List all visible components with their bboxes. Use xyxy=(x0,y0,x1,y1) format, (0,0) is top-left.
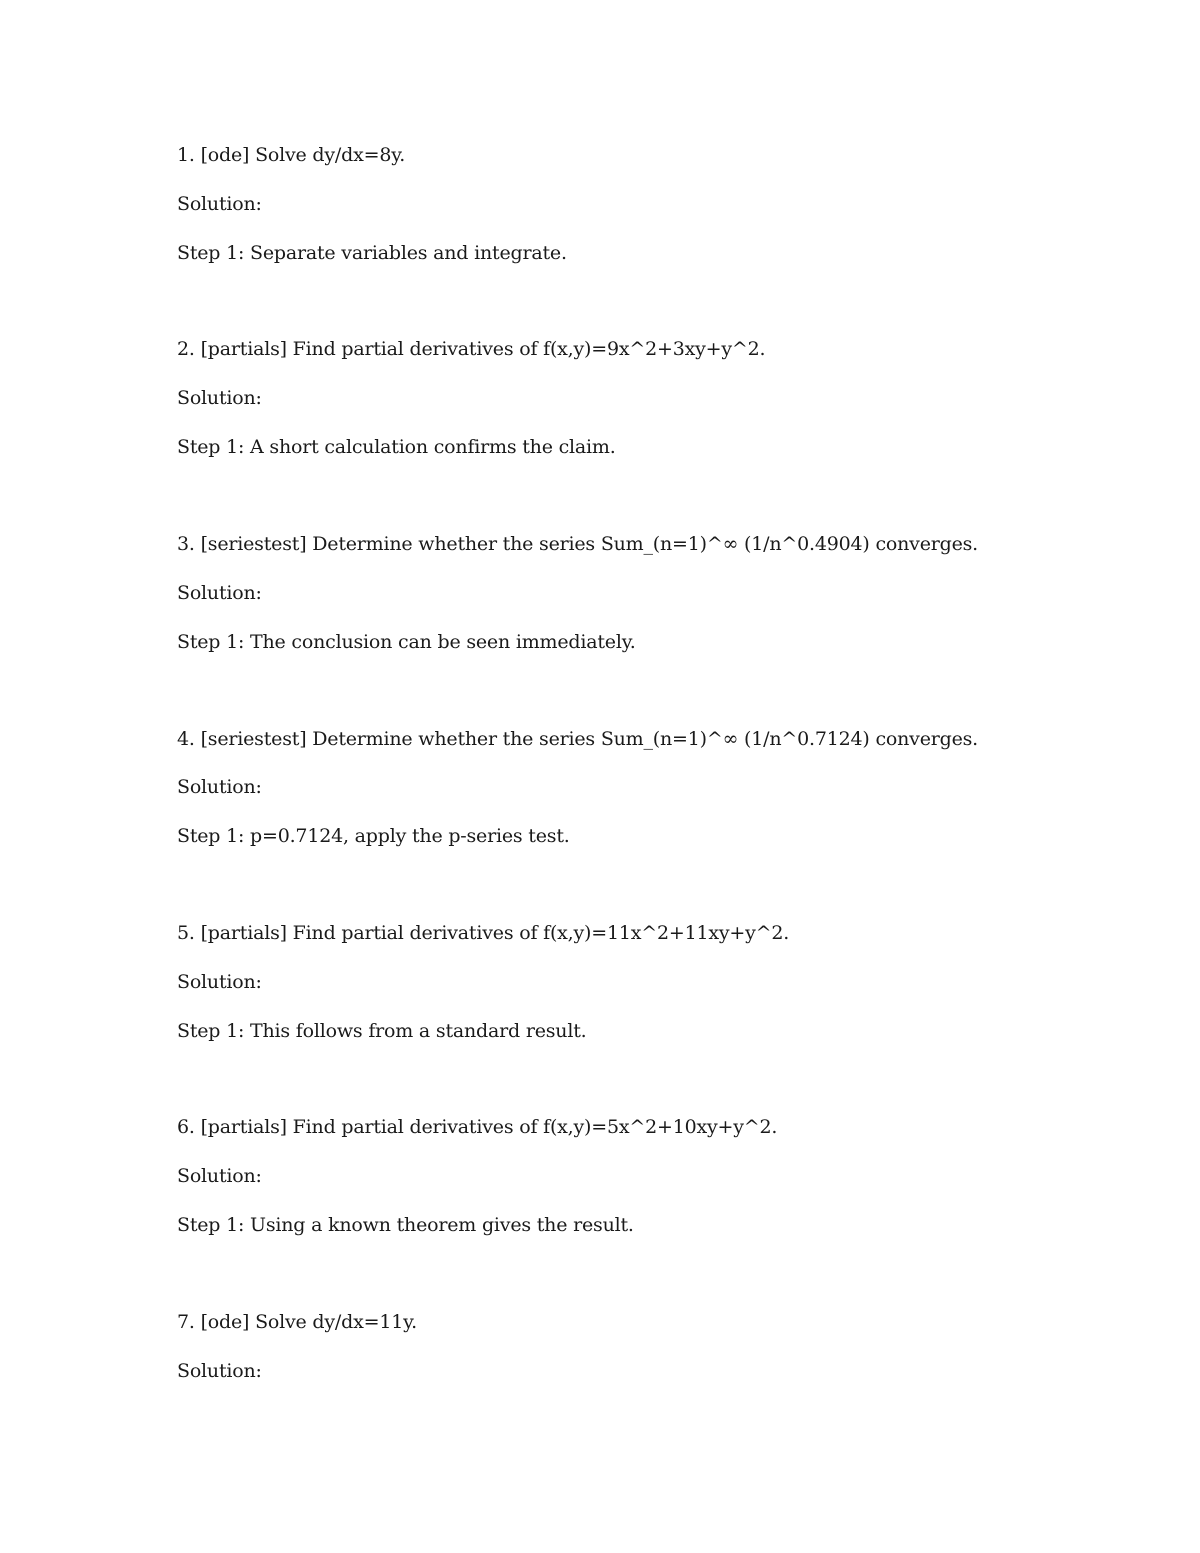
problem-4-step-1: Step 1: p=0.7124, apply the p-series test. xyxy=(177,825,570,847)
problem-3-solution-label: Solution: xyxy=(177,582,262,604)
problem-2-solution-label: Solution: xyxy=(177,387,262,409)
problem-6-solution-label: Solution: xyxy=(177,1165,262,1187)
problem-1-question: 1. [ode] Solve dy/dx=8y. xyxy=(177,144,406,166)
problem-4-question: 4. [seriestest] Determine whether the series Sum_(n=1)^∞ (1/n^0.7124) converges. xyxy=(177,728,979,750)
problem-5-solution-label: Solution: xyxy=(177,971,262,993)
problem-2-question: 2. [partials] Find partial derivatives of f(x,y)=9x^2+3xy+y^2. xyxy=(177,338,766,360)
problem-3-question: 3. [seriestest] Determine whether the series Sum_(n=1)^∞ (1/n^0.4904) converges. xyxy=(177,533,979,555)
problem-6-question: 6. [partials] Find partial derivatives of f(x,y)=5x^2+10xy+y^2. xyxy=(177,1116,778,1138)
problem-7-solution-label: Solution: xyxy=(177,1360,262,1382)
problem-7-question: 7. [ode] Solve dy/dx=11y. xyxy=(177,1311,417,1333)
problem-2-step-1: Step 1: A short calculation confirms the claim. xyxy=(177,436,616,458)
problem-6-step-1: Step 1: Using a known theorem gives the result. xyxy=(177,1214,634,1236)
problem-1-step-1: Step 1: Separate variables and integrate. xyxy=(177,242,567,264)
problem-4-solution-label: Solution: xyxy=(177,776,262,798)
problem-1-solution-label: Solution: xyxy=(177,193,262,215)
problem-3-step-1: Step 1: The conclusion can be seen immediately. xyxy=(177,631,636,653)
problem-5-question: 5. [partials] Find partial derivatives of f(x,y)=11x^2+11xy+y^2. xyxy=(177,922,790,944)
problem-5-step-1: Step 1: This follows from a standard result. xyxy=(177,1020,587,1042)
